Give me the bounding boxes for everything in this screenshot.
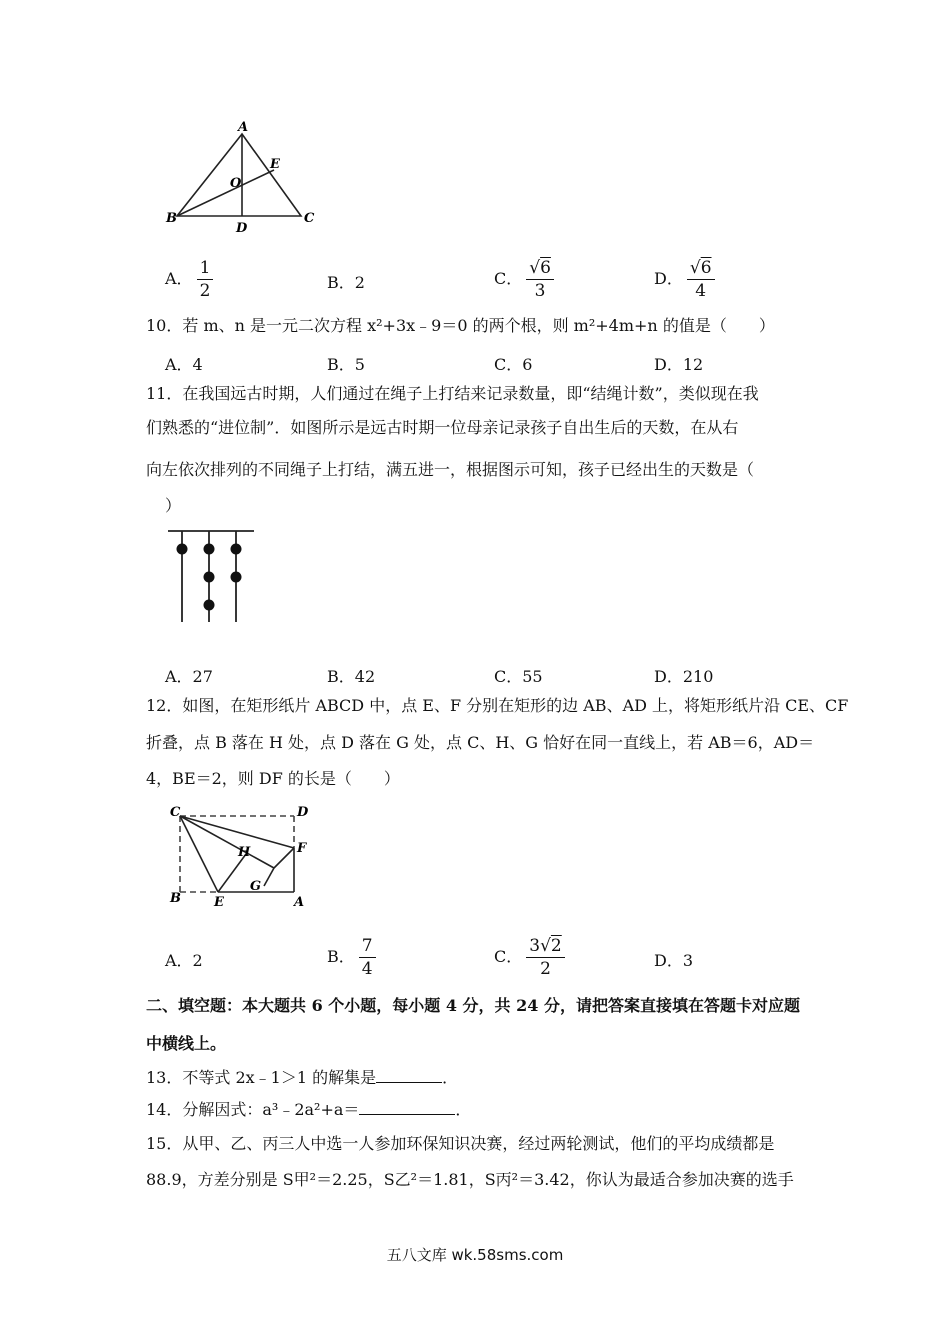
rectangle-fold-figure bbox=[160, 800, 320, 910]
label-E: E bbox=[270, 157, 280, 172]
label-A: A bbox=[294, 895, 305, 910]
q11-option-c: C．55 bbox=[494, 667, 543, 686]
q10-text: 10．若 m、n 是一元二次方程 x²+3x﹣9＝0 的两个根，则 m²+4m+n 的值是（ ） bbox=[146, 316, 775, 335]
label-O: O bbox=[230, 176, 242, 191]
footer-watermark: 五八文库 wk.58sms.com bbox=[386, 1246, 564, 1264]
q12-line-3: 4，BE＝2，则 DF 的长是（ ） bbox=[146, 769, 400, 788]
q11-line-4: ） bbox=[165, 496, 182, 515]
q9-option-d: D． $\frac{√6}{4}$ bbox=[654, 258, 715, 301]
q10-option-b: B．5 bbox=[327, 355, 365, 374]
section-2-heading-line-1: 二、填空题：本大题共 6 个小题，每小题 4 分，共 24 分，请把答案直接填在答题卡对应题 bbox=[146, 996, 800, 1015]
q11-line-2: 们熟悉的“进位制”．如图所示是远古时期一位母亲记录孩子自出生后的天数，在从右 bbox=[146, 418, 739, 437]
label-E: E bbox=[214, 895, 224, 910]
label-H: H bbox=[238, 845, 251, 860]
section-2-heading-line-2: 中横线上。 bbox=[146, 1034, 227, 1053]
q13-text: 13．不等式 2x﹣1＞1 的解集是 ． bbox=[146, 1068, 459, 1087]
q12-line-2: 折叠，点 B 落在 H 处，点 D 落在 G 处，点 C、H、G 恰好在同一直线上，若 AB＝6，AD＝ bbox=[146, 733, 815, 752]
label-C: C bbox=[304, 211, 315, 226]
q10-option-a: A．4 bbox=[165, 355, 203, 374]
q11-line-3: 向左依次排列的不同绳子上打结，满五进一，根据图示可知，孩子已经出生的天数是（ bbox=[146, 460, 755, 479]
q12-option-c: C． $\frac{3√2}{2}$ bbox=[494, 936, 565, 979]
q14-answer-blank[interactable] bbox=[359, 1100, 455, 1115]
knot-rope-figure bbox=[160, 524, 260, 629]
label-B: B bbox=[166, 211, 177, 226]
q12-option-d: D．3 bbox=[654, 951, 694, 970]
q10-option-c: C．6 bbox=[494, 355, 533, 374]
q12-line-1: 12．如图，在矩形纸片 ABCD 中，点 E、F 分别在矩形的边 AB、AD 上，将矩形纸片沿 CE、CF bbox=[146, 696, 849, 715]
label-B: B bbox=[170, 891, 181, 906]
label-C: C bbox=[170, 805, 181, 820]
label-F: F bbox=[297, 841, 307, 856]
q15-line-1: 15．从甲、乙、丙三人中选一人参加环保知识决赛，经过两轮测试，他们的平均成绩都是 bbox=[146, 1134, 775, 1153]
q15-line-2: 88.9，方差分别是 S甲²＝2.25，S乙²＝1.81，S丙²＝3.42，你认为最适合参加决赛的选手 bbox=[146, 1170, 794, 1189]
q9-option-a: A． $\frac{1}{2}$ bbox=[165, 258, 213, 301]
q10-option-d: D．12 bbox=[654, 355, 704, 374]
q11-option-b: B．42 bbox=[327, 667, 376, 686]
triangle-figure bbox=[160, 118, 325, 238]
label-A: A bbox=[238, 120, 249, 135]
label-G: G bbox=[250, 879, 262, 894]
q9-option-c: C． $\frac{√6}{3}$ bbox=[494, 258, 554, 301]
q11-option-a: A．27 bbox=[165, 667, 213, 686]
q12-option-b: B． $\frac{7}{4}$ bbox=[327, 936, 376, 979]
q11-line-1: 11．在我国远古时期，人们通过在绳子上打结来记录数量，即“结绳计数”，类似现在我 bbox=[146, 384, 759, 403]
q13-answer-blank[interactable] bbox=[376, 1068, 442, 1083]
label-D: D bbox=[297, 805, 309, 820]
q11-option-d: D．210 bbox=[654, 667, 714, 686]
label-D: D bbox=[236, 221, 248, 236]
q14-text: 14．分解因式：a³﹣2a²+a＝ ． bbox=[146, 1100, 472, 1119]
q12-option-a: A．2 bbox=[165, 951, 203, 970]
q9-option-b: B．2 bbox=[327, 273, 365, 292]
